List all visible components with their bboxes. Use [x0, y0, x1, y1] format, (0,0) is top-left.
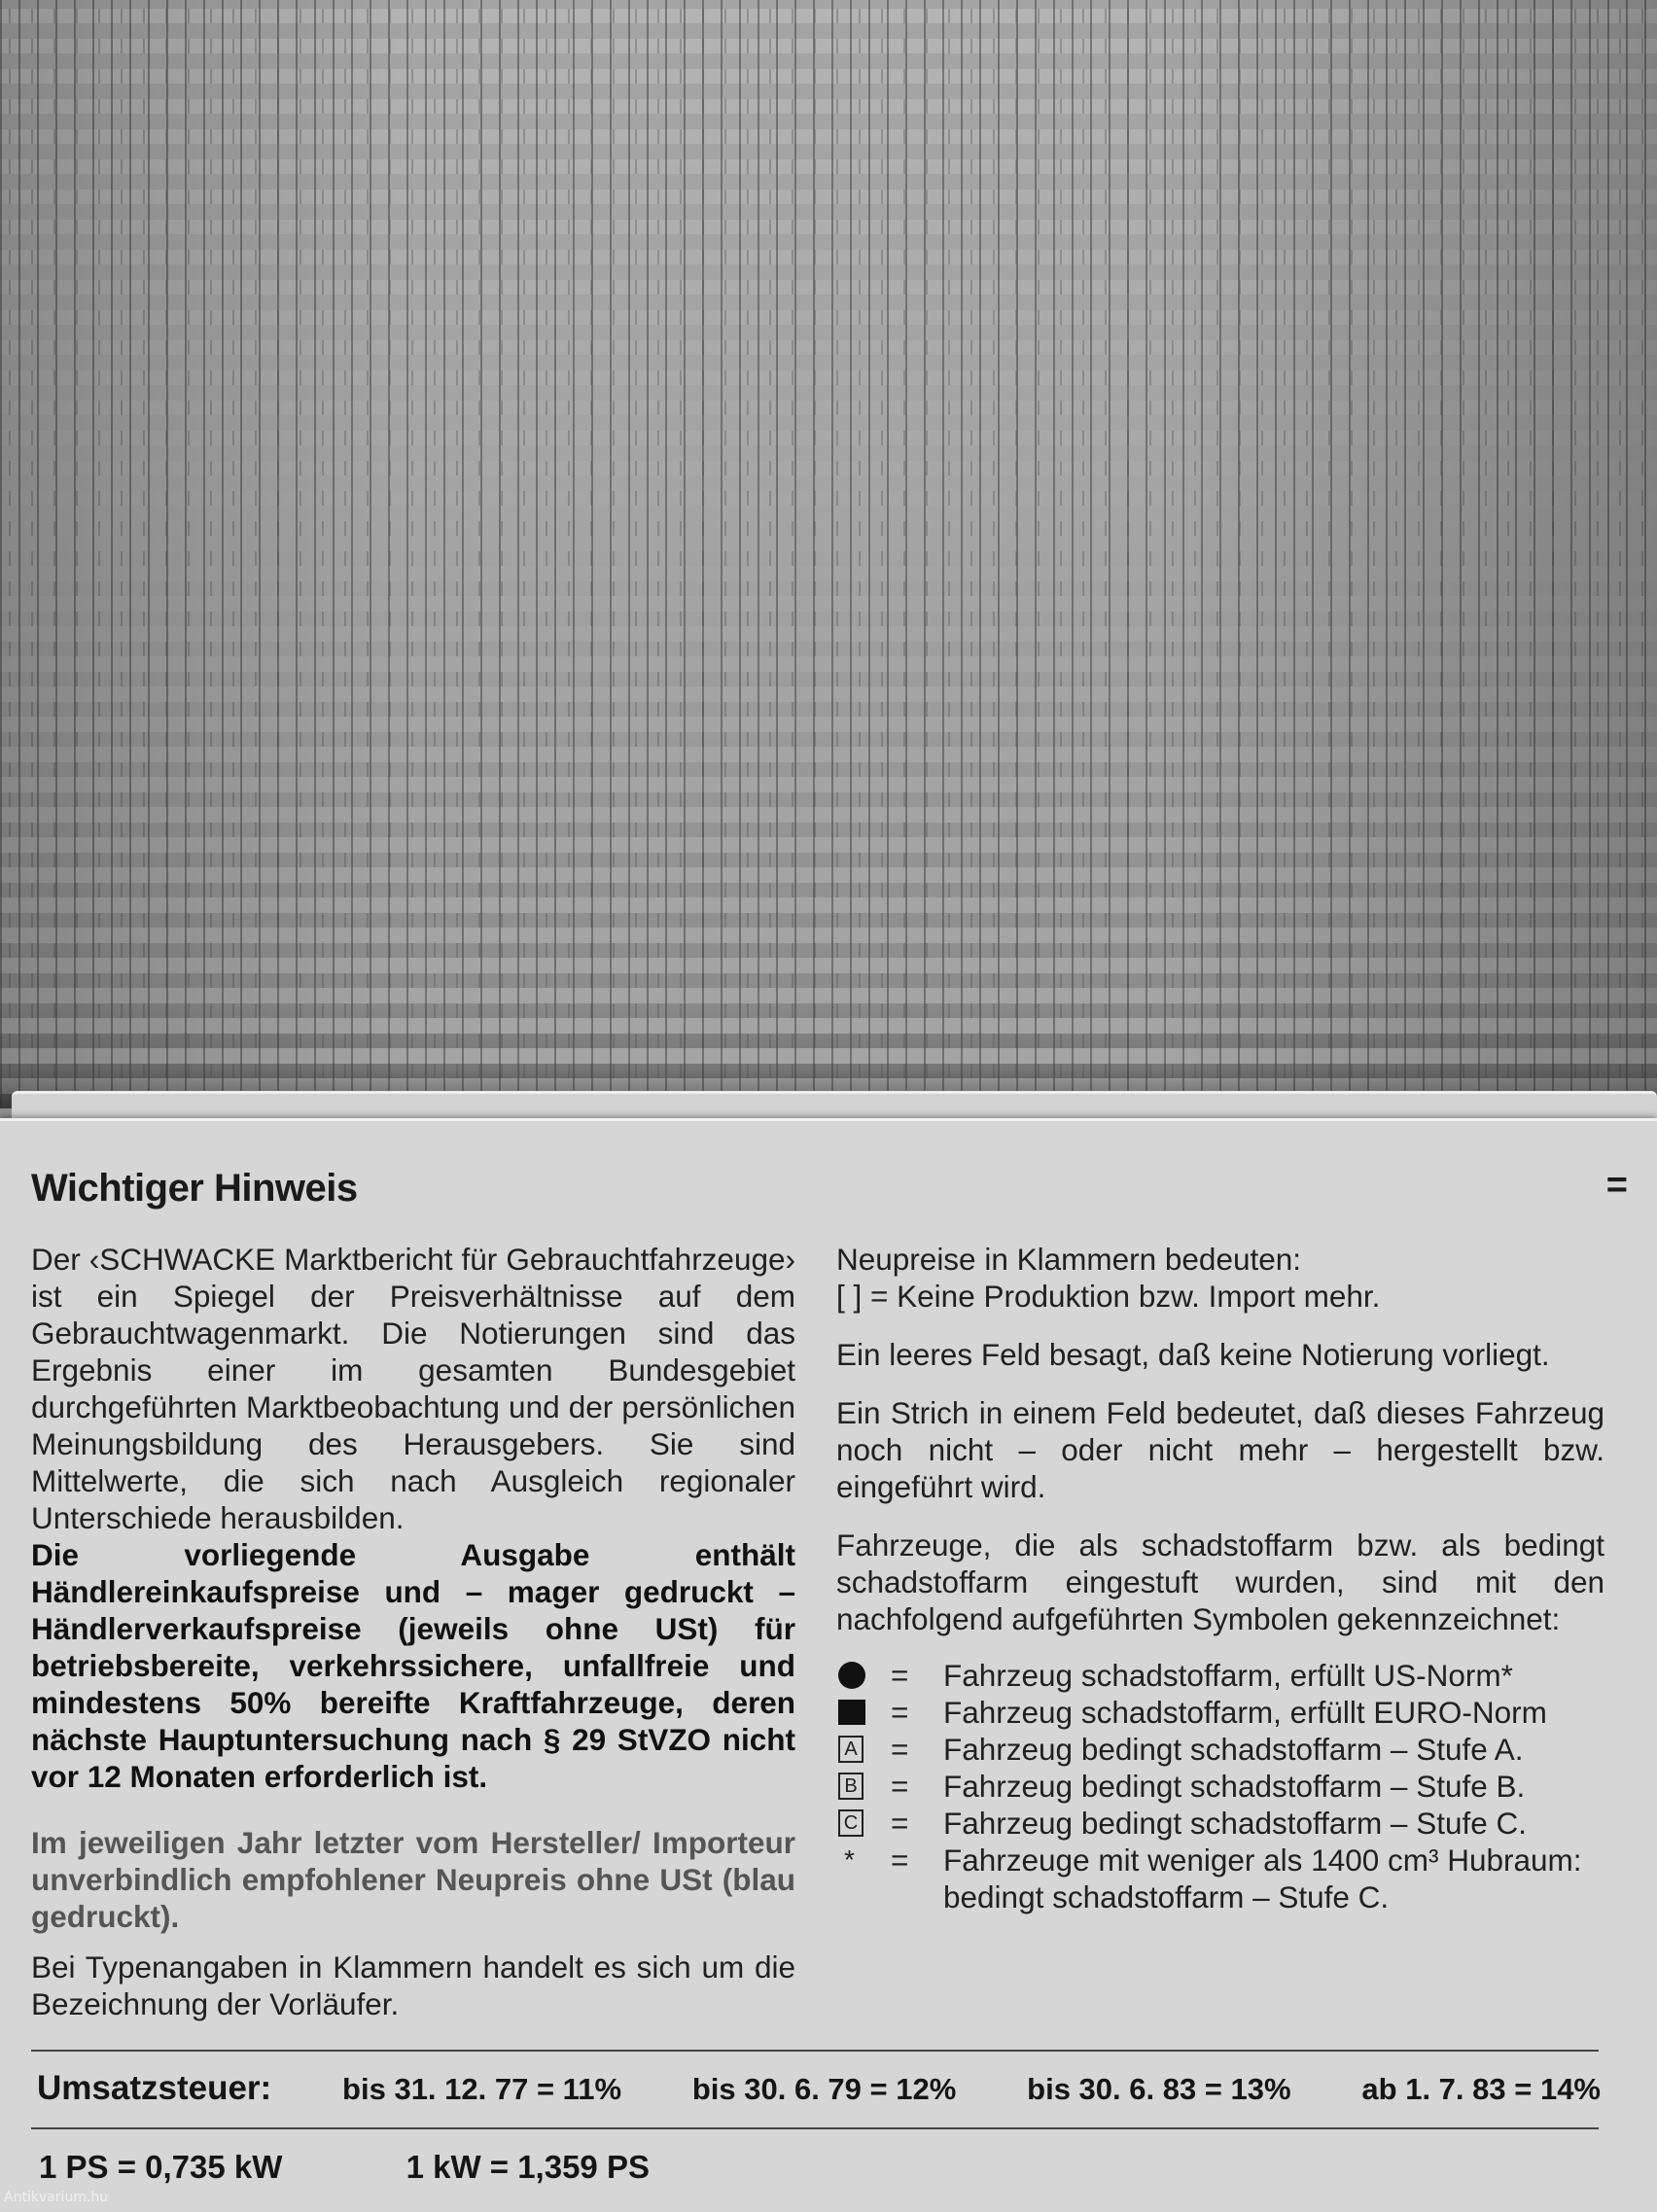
vat-rate: bis 30. 6. 83 = 13% [1027, 2072, 1291, 2106]
legend-text: Fahrzeug schadstoffarm, erfüllt EURO-Norm [943, 1695, 1547, 1730]
legend-equals: = [891, 1843, 909, 1878]
watermark: Antikvarium.hu [4, 2190, 109, 2205]
left-column [31, 1241, 795, 2022]
brackets-heading: Neupreise in Klammern bedeuten: [836, 1242, 1302, 1277]
ps-to-kw: 1 PS = 0,735 kW [39, 2149, 283, 2185]
vat-label: Umsatzsteuer: [37, 2069, 272, 2107]
boxed-c-icon: C [838, 1809, 864, 1837]
asterisk-icon: * [844, 1844, 855, 1875]
legend-item [836, 1731, 1604, 1768]
legend-item [836, 1768, 1604, 1805]
corner-mark: = [1605, 1165, 1628, 1206]
legend-text: Fahrzeug bedingt schadstoffarm – Stufe B. [943, 1769, 1526, 1804]
vat-rate: ab 1. 7. 83 = 14% [1361, 2072, 1601, 2106]
legend-text: Fahrzeuge mit weniger als 1400 cm³ Hubraum: bedingt schadstoffarm – Stufe C. [943, 1843, 1582, 1914]
brackets-explanation: [ ] = Keine Produktion bzw. Import mehr. [836, 1279, 1381, 1314]
legend-item [836, 1805, 1604, 1842]
dash-field-paragraph: Ein Strich in einem Feld bedeutet, daß dieses Fahrzeug noch nicht – oder nicht mehr – hergestellt bzw. eingeführt wird. [836, 1395, 1604, 1504]
legend-equals: = [891, 1695, 909, 1730]
filled-square-icon [838, 1700, 865, 1725]
filled-circle-icon [838, 1662, 865, 1689]
intro-paragraph: Der ‹SCHWACKE Marktbericht für Gebrauchtfahrzeuge› ist ein Spiegel der Preisverhältnisse auf dem Gebrauchtwagenmarkt. Die Notierungen sind das Ergebnis einer im gesamten Bundesgebiet durchgeführten Marktbeobachtung und der persönlichen Meinungsbildung des Herausgebers. Sie sind Mittelwerte, die sich nach Ausgleich regionaler Unterschiede herausbilden. [31, 1242, 795, 1535]
legend-text: Fahrzeug schadstoffarm, erfüllt US-Norm* [943, 1658, 1513, 1693]
legend-equals: = [891, 1658, 909, 1693]
new-price-notice-paragraph: Im jeweiligen Jahr letzter vom Hersteller/ Importeur unverbindlich empfohlener Neupreis ohne USt (blau gedruckt). [31, 1825, 795, 1934]
legend-text: Fahrzeug bedingt schadstoffarm – Stufe C. [943, 1806, 1528, 1841]
legend-item [836, 1694, 1604, 1731]
symbols-intro-paragraph: Fahrzeuge, die als schadstoffarm bzw. als bedingt schadstoffarm eingestuft wurden, sind mit den nachfolgend aufgeführten Symbolen gekennzeichnet: [836, 1527, 1604, 1636]
legend-equals: = [891, 1806, 909, 1841]
boxed-b-icon: B [838, 1773, 864, 1800]
legend-text: Fahrzeug bedingt schadstoffarm – Stufe A. [943, 1732, 1524, 1767]
divider-top [31, 2050, 1599, 2052]
legend-equals: = [891, 1732, 909, 1767]
boxed-a-icon: A [838, 1736, 864, 1763]
unit-conversion-row [39, 2149, 650, 2186]
legend-item [836, 1842, 1604, 1915]
kw-to-ps: 1 kW = 1,359 PS [405, 2149, 650, 2185]
right-column [836, 1241, 1604, 1915]
predecessor-note-paragraph: Bei Typenangaben in Klammern handelt es sich um die Bezeichnung der Vorläufer. [31, 1949, 795, 2021]
bold-notice-paragraph: Die vorliegende Ausgabe enthält Händlereinkaufspreise und – mager gedruckt – Händlerverkaufspreise (jeweils ohne USt) für betriebsbereite, verkehrssichere, unfallfreie und mindestens 50% bereifte Kraftfahrzeuge, deren nächste Hauptuntersuchung nach § 29 StVZO nicht vor 12 Monaten erforderlich ist. [31, 1537, 795, 1794]
legend-equals: = [891, 1769, 909, 1804]
vat-rate: bis 30. 6. 79 = 12% [691, 2072, 957, 2106]
page-title: Wichtiger Hinweis [31, 1167, 358, 1210]
vat-rate: bis 31. 12. 77 = 11% [342, 2072, 622, 2106]
divider-bottom [31, 2127, 1599, 2129]
symbol-legend [836, 1657, 1604, 1915]
empty-field-paragraph: Ein leeres Feld besagt, daß keine Notierung vorliegt. [836, 1337, 1550, 1372]
legend-item [836, 1657, 1604, 1694]
vat-rates-row [37, 2069, 1601, 2108]
